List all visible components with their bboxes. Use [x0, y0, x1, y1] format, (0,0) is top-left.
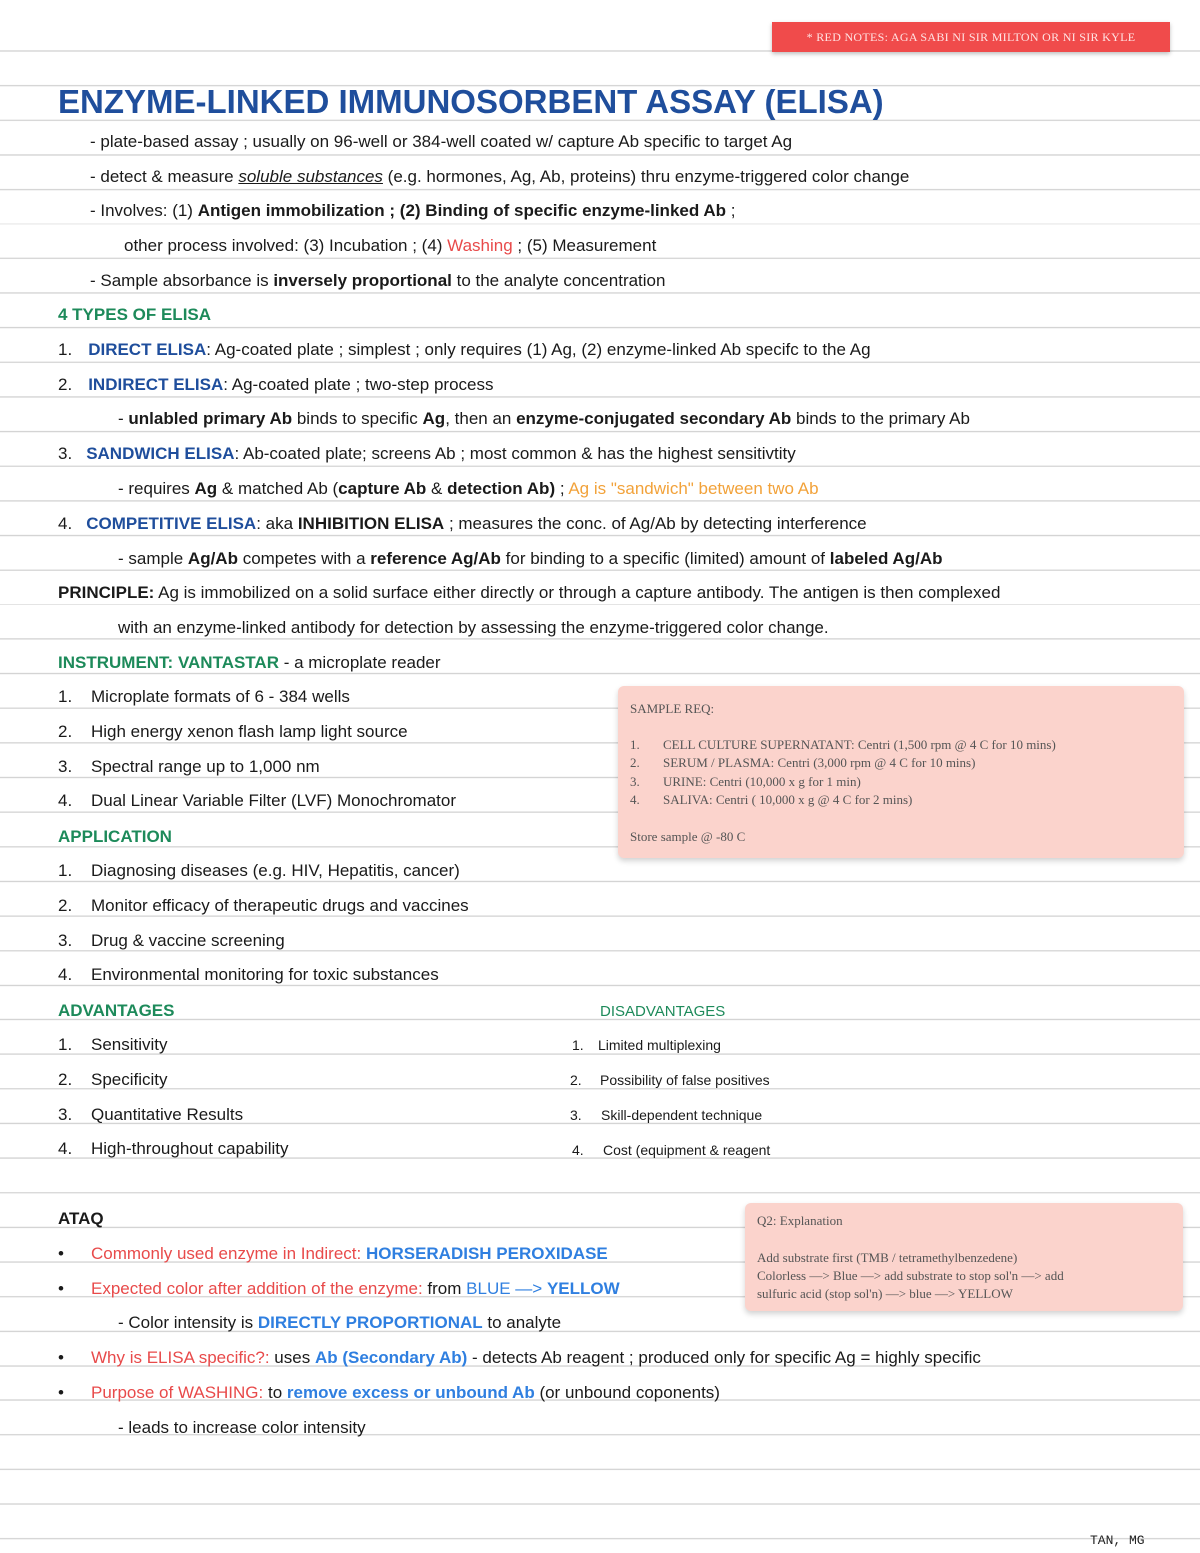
intro-line-3: - Involves: (1) Antigen immobilization ; (2) Binding of specific enzyme-linked Ab ; — [90, 201, 736, 220]
intro-line-1: - plate-based assay ; usually on 96-well or 384-well coated w/ capture Ab specific to target Ag — [90, 132, 793, 151]
instrument-heading: INSTRUMENT: VANTASTAR - a microplate reader — [58, 653, 441, 672]
ataq-item-color: • Expected color after addition of the enzyme: from BLUE —> YELLOW — [58, 1279, 620, 1298]
application-item: 4. Environmental monitoring for toxic substances — [58, 965, 439, 984]
ataq-item-washing-sub: - leads to increase color intensity — [118, 1418, 366, 1437]
q2-note-title: Q2: Explanation — [757, 1213, 843, 1228]
disadvantages-heading: DISADVANTAGES — [600, 1003, 726, 1020]
q2-note-line: Add substrate first (TMB / tetramethylbenzedene) — [757, 1250, 1018, 1265]
type-sandwich-sub: - requires Ag & matched Ab (capture Ab & detection Ab) ; Ag is "sandwich" between two Ab — [118, 479, 819, 498]
sample-req-item: 2. SERUM / PLASMA: Centri (3,000 rpm @ 4 C for 10 mins) — [630, 755, 976, 770]
advantages-heading: ADVANTAGES — [58, 1001, 175, 1020]
type-competitive: 4. COMPETITIVE ELISA: aka INHIBITION ELISA ; measures the conc. of Ag/Ab by detecting interference — [58, 514, 867, 533]
sample-req-item: 3. URINE: Centri (10,000 x g for 1 min) — [630, 774, 861, 789]
disadvantage-item: 1. Limited multiplexing — [572, 1037, 721, 1053]
principle-line-1: PRINCIPLE: Ag is immobilized on a solid surface either directly or through a capture antibody. The antigen is then complexed — [58, 583, 1001, 602]
instrument-item: 1. Microplate formats of 6 - 384 wells — [58, 687, 350, 706]
disadvantage-item: 3. Skill-dependent technique — [570, 1107, 763, 1123]
ataq-item-washing: • Purpose of WASHING: to remove excess or unbound Ab (or unbound coponents) — [58, 1383, 720, 1402]
sample-req-item: 4. SALIVA: Centri ( 10,000 x g @ 4 C for 2 mins) — [630, 792, 913, 807]
intro-line-4: other process involved: (3) Incubation ; (4) Washing ; (5) Measurement — [124, 236, 657, 255]
application-item: 3. Drug & vaccine screening — [58, 931, 285, 950]
intro-line-5: - Sample absorbance is inversely proportional to the analyte concentration — [90, 271, 666, 290]
q2-note-line: Colorless —> Blue —> add substrate to stop sol'n —> add — [757, 1268, 1064, 1283]
instrument-item: 2. High energy xenon flash lamp light source — [58, 722, 408, 741]
q2-note-line: sulfuric acid (stop sol'n) —> blue —> YELLOW — [757, 1286, 1013, 1301]
q2-explanation-note — [745, 1203, 1183, 1311]
types-heading: 4 TYPES OF ELISA — [58, 305, 212, 324]
type-sandwich: 3. SANDWICH ELISA: Ab-coated plate; screens Ab ; most common & has the highest sensitivtity — [58, 444, 796, 463]
type-competitive-sub: - sample Ag/Ab competes with a reference Ag/Ab for binding to a specific (limited) amount of labeled Ag/Ab — [118, 549, 943, 568]
page-title: ENZYME-LINKED IMMUNOSORBENT ASSAY (ELISA) — [58, 83, 884, 120]
ataq-heading: ATAQ — [58, 1209, 104, 1228]
instrument-item: 4. Dual Linear Variable Filter (LVF) Monochromator — [58, 791, 457, 810]
type-indirect: 2. INDIRECT ELISA: Ag-coated plate ; two-step process — [58, 375, 494, 394]
sample-req-title: SAMPLE REQ: — [630, 701, 715, 716]
advantage-item: 4. High-throughout capability — [58, 1139, 289, 1158]
application-heading: APPLICATION — [58, 827, 172, 846]
ataq-item-enzyme: • Commonly used enzyme in Indirect: HORSERADISH PEROXIDASE — [58, 1244, 608, 1263]
ataq-item-color-sub: - Color intensity is DIRECTLY PROPORTIONAL to analyte — [118, 1313, 562, 1332]
application-item: 1. Diagnosing diseases (e.g. HIV, Hepatitis, cancer) — [58, 861, 460, 880]
principle-line-2: with an enzyme-linked antibody for detection by assessing the enzyme-triggered color change. — [118, 618, 829, 637]
author-initials: TAN, MG — [1090, 1533, 1145, 1548]
advantage-item: 2. Specificity — [58, 1070, 168, 1089]
sample-req-item: 1. CELL CULTURE SUPERNATANT: Centri (1,500 rpm @ 4 C for 10 mins) — [630, 737, 1056, 752]
type-direct: 1. DIRECT ELISA: Ag-coated plate ; simplest ; only requires (1) Ag, (2) enzyme-linked Ab specifc to the Ag — [58, 340, 871, 359]
advantage-item: 1. Sensitivity — [58, 1035, 168, 1054]
advantage-item: 3. Quantitative Results — [58, 1105, 244, 1124]
intro-line-2: - detect & measure soluble substances (e.g. hormones, Ag, Ab, proteins) thru enzyme-triggered color change — [90, 167, 910, 186]
red-notes-banner: * RED NOTES: AGA SABI NI SIR MILTON OR NI SIR KYLE — [772, 22, 1170, 52]
disadvantage-item: 2. Possibility of false positives — [570, 1072, 770, 1088]
sample-req-note — [618, 686, 1184, 858]
ataq-item-specific: • Why is ELISA specific?: uses Ab (Secondary Ab) - detects Ab reagent ; produced only for specific Ag = highly specific — [58, 1348, 981, 1367]
application-item: 2. Monitor efficacy of therapeutic drugs and vaccines — [58, 896, 469, 915]
disadvantage-item: 4. Cost (equipment & reagent — [572, 1142, 771, 1158]
type-indirect-sub: - unlabled primary Ab binds to specific Ag, then an enzyme-conjugated secondary Ab binds to the primary Ab — [118, 409, 970, 428]
sample-req-storage: Store sample @ -80 C — [630, 829, 746, 844]
instrument-item: 3. Spectral range up to 1,000 nm — [58, 757, 320, 776]
